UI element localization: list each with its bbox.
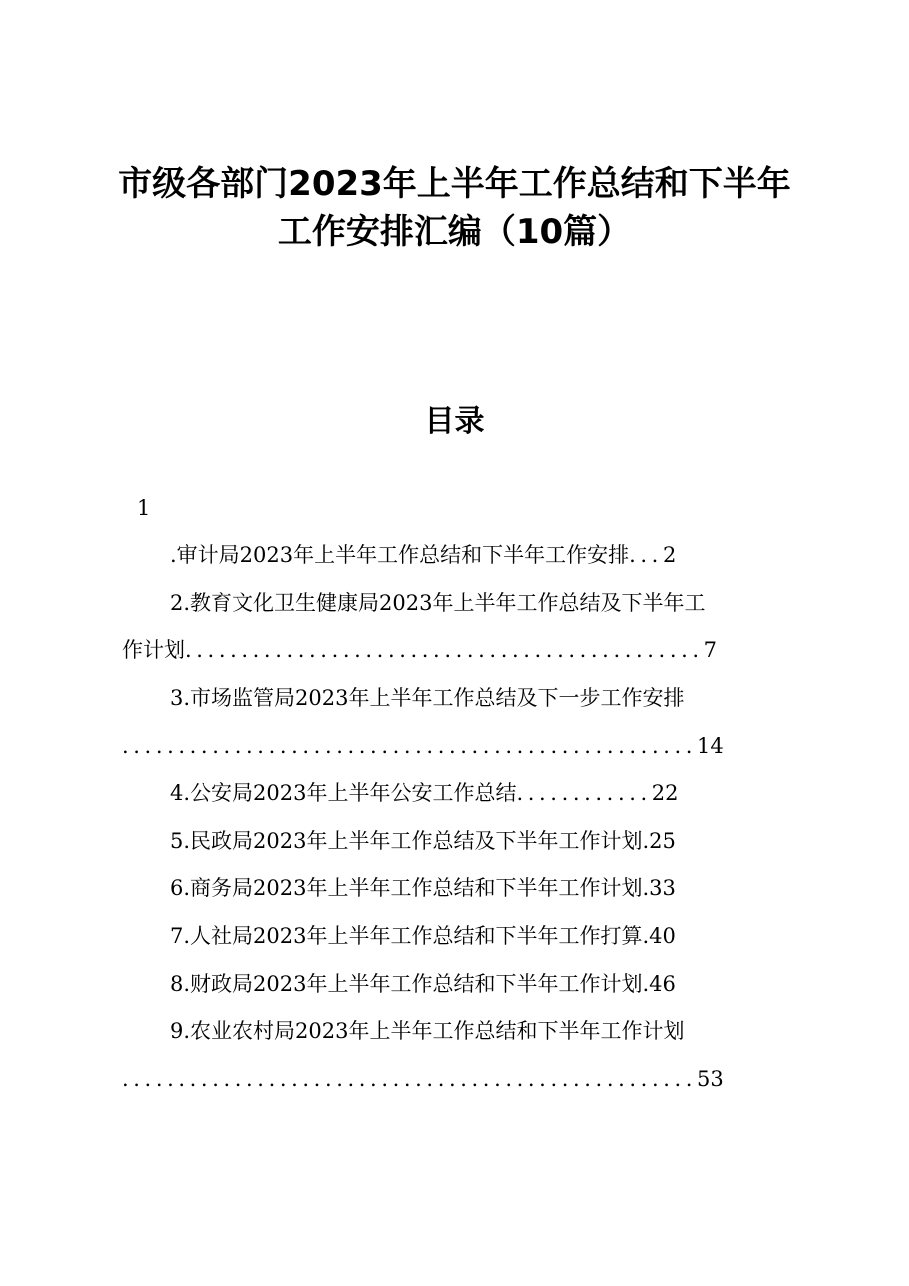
toc-entry-1-line [170, 540, 758, 570]
toc-entry-2-line-2 [122, 635, 758, 665]
toc-entry-5-line [170, 826, 676, 856]
toc-entry-3-line-2 [122, 731, 724, 761]
toc-entry-7-line [170, 921, 676, 951]
toc-entry-1-leader: ... [629, 543, 663, 567]
toc-entry-7-page: 40 [649, 924, 676, 948]
toc-entry-1-page: 2 [662, 543, 677, 567]
toc-entry-7-leader: . [642, 924, 650, 948]
toc-entry-9-leader: ................................................... [122, 1067, 698, 1091]
toc-entry-9-page: 53 [697, 1067, 724, 1091]
toc-heading: 目录 [424, 404, 485, 439]
document-title-line-2: 工作安排汇编（10篇） [277, 212, 632, 252]
toc-entry-3-leader: ................................................... [122, 734, 698, 758]
toc-entry-6-leader: . [642, 876, 650, 900]
toc-entry-8-text: 8.财政局2023年上半年工作总结和下半年工作计划 [170, 972, 643, 996]
toc-entry-9-text: 9.农业农村局2023年上半年工作总结和下半年工作计划 [170, 1019, 685, 1043]
toc-entry-2-leader: .............................................. [185, 638, 704, 662]
toc-entry-3-page: 14 [697, 734, 724, 758]
document-title-line-1: 市级各部门2023年上半年工作总结和下半年 [118, 164, 791, 204]
toc-entry-4-page: 22 [651, 781, 679, 805]
toc-entry-8-line [170, 969, 676, 999]
toc-entry-8-leader: . [642, 972, 650, 996]
toc-entry-6-text: 6.商务局2023年上半年工作总结和下半年工作计划 [170, 876, 643, 900]
toc-entry-9-line-2 [122, 1064, 724, 1094]
toc-entry-8-page: 46 [649, 972, 676, 996]
toc-entry-4-text: 4.公安局2023年上半年公安工作总结 [170, 781, 517, 805]
toc-entry-2-page: 7 [703, 638, 718, 662]
toc-entry-5-text: 5.民政局2023年上半年工作总结及下半年工作计划 [170, 829, 643, 853]
toc-entry-6-page: 33 [649, 876, 676, 900]
toc-stray-number: 1 [137, 496, 151, 520]
toc-entry-4-line [170, 778, 679, 808]
toc-entry-2-text: 作计划 [122, 638, 185, 662]
toc-entry-1-text: .审计局2023年上半年工作总结和下半年工作安排 [170, 543, 630, 567]
toc-entry-2-line-1: 2.教育文化卫生健康局2023年上半年工作总结及下半年工 [170, 591, 706, 615]
toc-entry-5-page: 25 [649, 829, 676, 853]
toc-entry-6-line [170, 873, 676, 903]
toc-entry-7-text: 7.人社局2023年上半年工作总结和下半年工作打算 [170, 924, 643, 948]
toc-entry-3-text: 3.市场监管局2023年上半年工作总结及下一步工作安排 [170, 686, 685, 710]
toc-entry-5-leader: . [642, 829, 650, 853]
toc-entry-4-leader: ............ [516, 781, 652, 805]
